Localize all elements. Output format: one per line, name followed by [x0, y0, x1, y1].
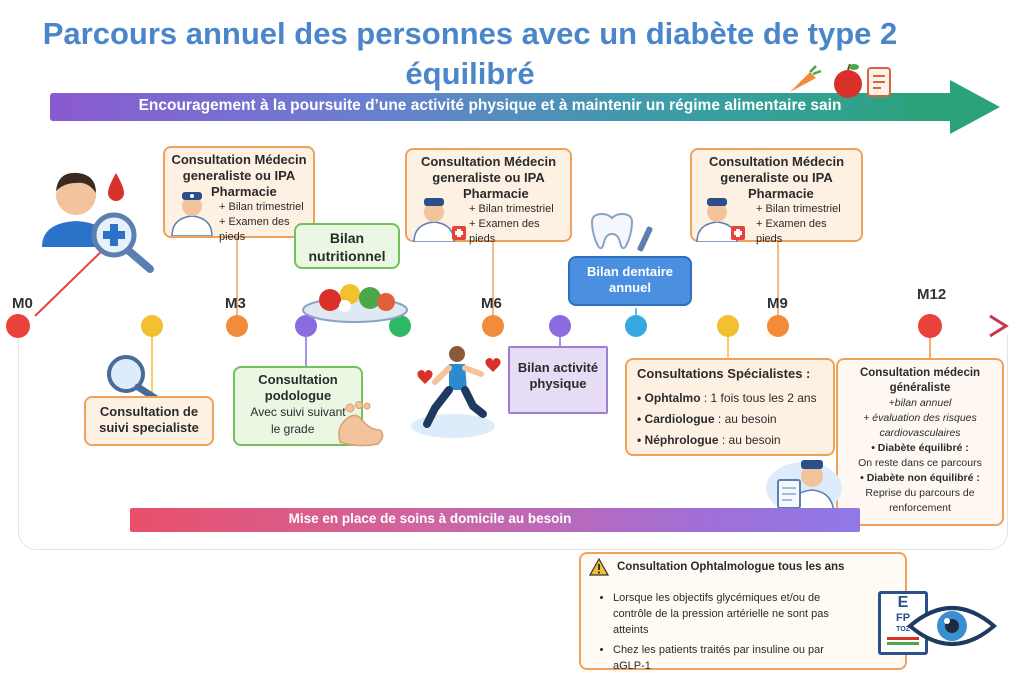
milestone-m0: M0: [12, 295, 33, 312]
consult-item: + Examen des pieds: [756, 218, 827, 245]
doctor-icon: [695, 190, 751, 242]
consult-title-line: Pharmacie: [748, 186, 814, 201]
food-plate-icon: [300, 272, 410, 324]
eye-icon: [906, 598, 998, 654]
bilan-dentaire-line: annuel: [609, 280, 651, 295]
consult-annuel-sub: cardiovasculaires: [879, 427, 961, 439]
suivi-specialiste-line: Consultation de: [99, 404, 199, 419]
dot-m12: [918, 314, 942, 338]
dot-activite: [549, 315, 571, 337]
milestone-m6: M6: [481, 295, 502, 312]
eye-chart-row: TOZ: [896, 626, 910, 633]
magnifier-icon: [94, 215, 150, 269]
foot-icon: [334, 396, 388, 448]
milestone-m9: M9: [767, 295, 788, 312]
consult-annuel-sub: + évaluation des risques: [863, 412, 977, 424]
dot-m3: [226, 315, 248, 337]
consult-title-line: generaliste ou IPA: [432, 170, 545, 185]
podologue-line: le grade: [271, 422, 315, 436]
consult-item: + Bilan trimestriel: [756, 203, 841, 215]
consult-title-line: Pharmacie: [463, 186, 529, 201]
bilan-dentaire-box: [568, 256, 692, 306]
diabete-equilibre-label: • Diabète équilibré :: [871, 442, 969, 454]
eye-chart-row: E: [897, 594, 909, 611]
milestone-m12: M12: [917, 286, 947, 303]
specialiste-item-cardiologue: • Cardiologue : au besoin: [637, 412, 777, 426]
consult-annuel-title: Consultation médecin: [859, 367, 981, 379]
specialistes-box: [625, 358, 835, 456]
consult-title-line: Pharmacie: [211, 184, 277, 199]
dot-m0: [6, 314, 30, 338]
milestone-m3: M3: [225, 295, 246, 312]
podologue-title-line: podologue: [264, 388, 332, 403]
bilan-dentaire-line: Bilan dentaire: [587, 264, 673, 279]
consult-title-line: Consultation Médecin: [708, 154, 845, 169]
patient-icon: [36, 165, 166, 275]
ophtalmo-item: • Lorsque les objectifs glycémiques et/ou de contrôle de la pression artérielle ne sont pas atteints: [613, 590, 839, 638]
encouragement-text: Encouragement à la poursuite d’une activité physique et à maintenir un régime alimentaire sain: [138, 97, 842, 114]
consult-title-line: generaliste ou IPA: [720, 170, 833, 185]
activite-physique-line: physique: [529, 376, 587, 391]
doctor-clipboard-icon: [764, 446, 844, 516]
ophtalmo-item: • Chez les patients traités par insuline ou par aGLP-1: [613, 642, 839, 674]
consult-title-line: Consultation Médecin: [420, 154, 557, 169]
diabete-non-equilibre-text: Reprise du parcours de: [865, 487, 975, 499]
specialiste-name: Cardiologue: [644, 412, 715, 426]
consult-item: + Bilan trimestriel: [469, 203, 554, 215]
tooth-icon: [586, 212, 670, 256]
ophtalmo-box: [579, 552, 907, 670]
warning-icon: [589, 558, 609, 576]
specialiste-item-ophtalmo: • Ophtalmo : 1 fois tous les 2 ans: [637, 391, 817, 405]
podologue-title-line: Consultation: [258, 372, 338, 387]
runner-icon: [405, 342, 505, 442]
ophtalmo-list: [589, 590, 839, 674]
consult-annuel-sub: +bilan annuel: [888, 397, 952, 409]
dot-m9: [767, 315, 789, 337]
specialiste-detail: : 1 fois tous les 2 ans: [700, 391, 817, 405]
specialiste-name: Ophtalmo: [644, 391, 701, 405]
doctor-icon: [170, 186, 214, 236]
blood-drop-icon: [108, 173, 124, 201]
title-line-1: Parcours annuel des personnes avec un diabète de type 2: [42, 16, 898, 51]
consult-item: + Examen des pieds: [219, 216, 290, 243]
ophtalmo-header: [589, 558, 897, 576]
suivi-specialiste-box: [84, 396, 214, 446]
diabete-non-equilibre-text: renforcement: [889, 502, 951, 514]
diabete-non-equilibre-label: • Diabète non équilibré :: [860, 472, 980, 484]
specialistes-title: Consultations Spécialistes :: [637, 366, 811, 381]
doctor-icon: [412, 190, 468, 242]
dot-m6: [482, 315, 504, 337]
dot-specialistes: [717, 315, 739, 337]
specialiste-item-nephrologue: • Néphrologue : au besoin: [637, 433, 781, 447]
bilan-nutritionnel-box: [294, 223, 400, 269]
consult-title-line: generaliste ou IPA: [182, 168, 296, 183]
magnifier-icon: [98, 352, 170, 402]
specialiste-detail: : au besoin: [718, 433, 781, 447]
soins-domicile-text: Mise en place de soins à domicile au besoin: [288, 511, 572, 526]
specialiste-name: Néphrologue: [644, 433, 719, 447]
activite-physique-line: Bilan activité: [517, 360, 599, 375]
eye-chart-row: FP: [895, 612, 911, 624]
podologue-line: Avec suivi suivant: [250, 405, 346, 419]
bilan-nutritionnel-line: nutritionnel: [308, 248, 386, 264]
dot-dentaire: [625, 315, 647, 337]
title-line-2: équilibré: [405, 56, 535, 91]
consult-annuel-title: généraliste: [889, 382, 951, 394]
consult-annuel-box: [836, 358, 1004, 526]
consult-item: + Examen des pieds: [469, 218, 540, 245]
suivi-specialiste-line: suivi specialiste: [99, 420, 199, 435]
consult-title-line: Consultation Médecin: [171, 152, 307, 167]
dot-suivi: [141, 315, 163, 337]
ophtalmo-title: Consultation Ophtalmologue tous les ans: [617, 561, 845, 573]
consult-item: + Bilan trimestriel: [219, 201, 304, 213]
bilan-nutritionnel-line: Bilan: [329, 230, 365, 246]
activite-physique-box: [508, 346, 608, 414]
specialiste-detail: : au besoin: [714, 412, 777, 426]
diabete-equilibre-text: On reste dans ce parcours: [858, 457, 982, 469]
